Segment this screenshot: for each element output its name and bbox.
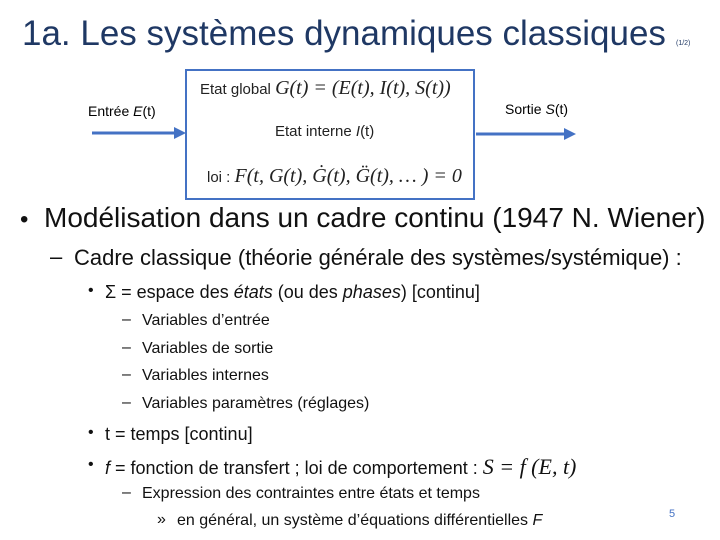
system-box (185, 69, 475, 200)
constraints-item: Expression des contraintes entre états et temps (142, 485, 480, 502)
internal-state-line: Etat interne I(t) (275, 123, 375, 140)
output-label: Sortie S(t) (505, 101, 569, 117)
bullet-dot: • (88, 424, 94, 441)
page-number: 5 (669, 508, 676, 520)
slide-title: 1a. Les systèmes dynamiques classiques (22, 14, 666, 53)
variable-item: Variables d’entrée (142, 312, 270, 329)
input-label: Entrée E(t) (88, 103, 156, 119)
slide-title-part: (1/2) (676, 40, 691, 47)
bullet-level1: Modélisation dans un cadre continu (1947 N. Wiener) (44, 202, 706, 233)
bullet-level2: Cadre classique (théorie générale des systèmes/systémique) : (74, 245, 682, 270)
input-arrow (90, 125, 190, 141)
transfer-function-item: f = fonction de transfert ; loi de comportement : S = f (E, t) (105, 454, 577, 479)
bullet-dot: • (20, 206, 29, 233)
bullet-dot: • (88, 282, 94, 299)
time-item: t = temps [continu] (105, 424, 253, 444)
bullet-dash: – (122, 394, 131, 411)
bullet-dash: – (122, 366, 131, 383)
bullet-dash: – (50, 244, 63, 269)
output-arrow (474, 126, 580, 142)
differential-equations-item: en général, un système d’équations différentielles F (177, 512, 543, 529)
global-state-line: Etat global G(t) = (E(t), I(t), S(t)) (200, 77, 451, 99)
bullet-dash: – (122, 311, 131, 328)
sigma-item: Σ = espace des états (ou des phases) [continu] (105, 282, 480, 302)
bullet-chevron: » (157, 511, 166, 528)
bullet-dash: – (122, 339, 131, 356)
variable-item: Variables paramètres (réglages) (142, 395, 370, 412)
variable-item: Variables de sortie (142, 340, 274, 357)
variable-item: Variables internes (142, 367, 269, 384)
bullet-dot: • (88, 456, 94, 473)
bullet-dash: – (122, 484, 131, 501)
behaviour-law-line: loi : F(t, G(t), Ġ(t), G̈(t), … ) = 0 (207, 165, 462, 187)
